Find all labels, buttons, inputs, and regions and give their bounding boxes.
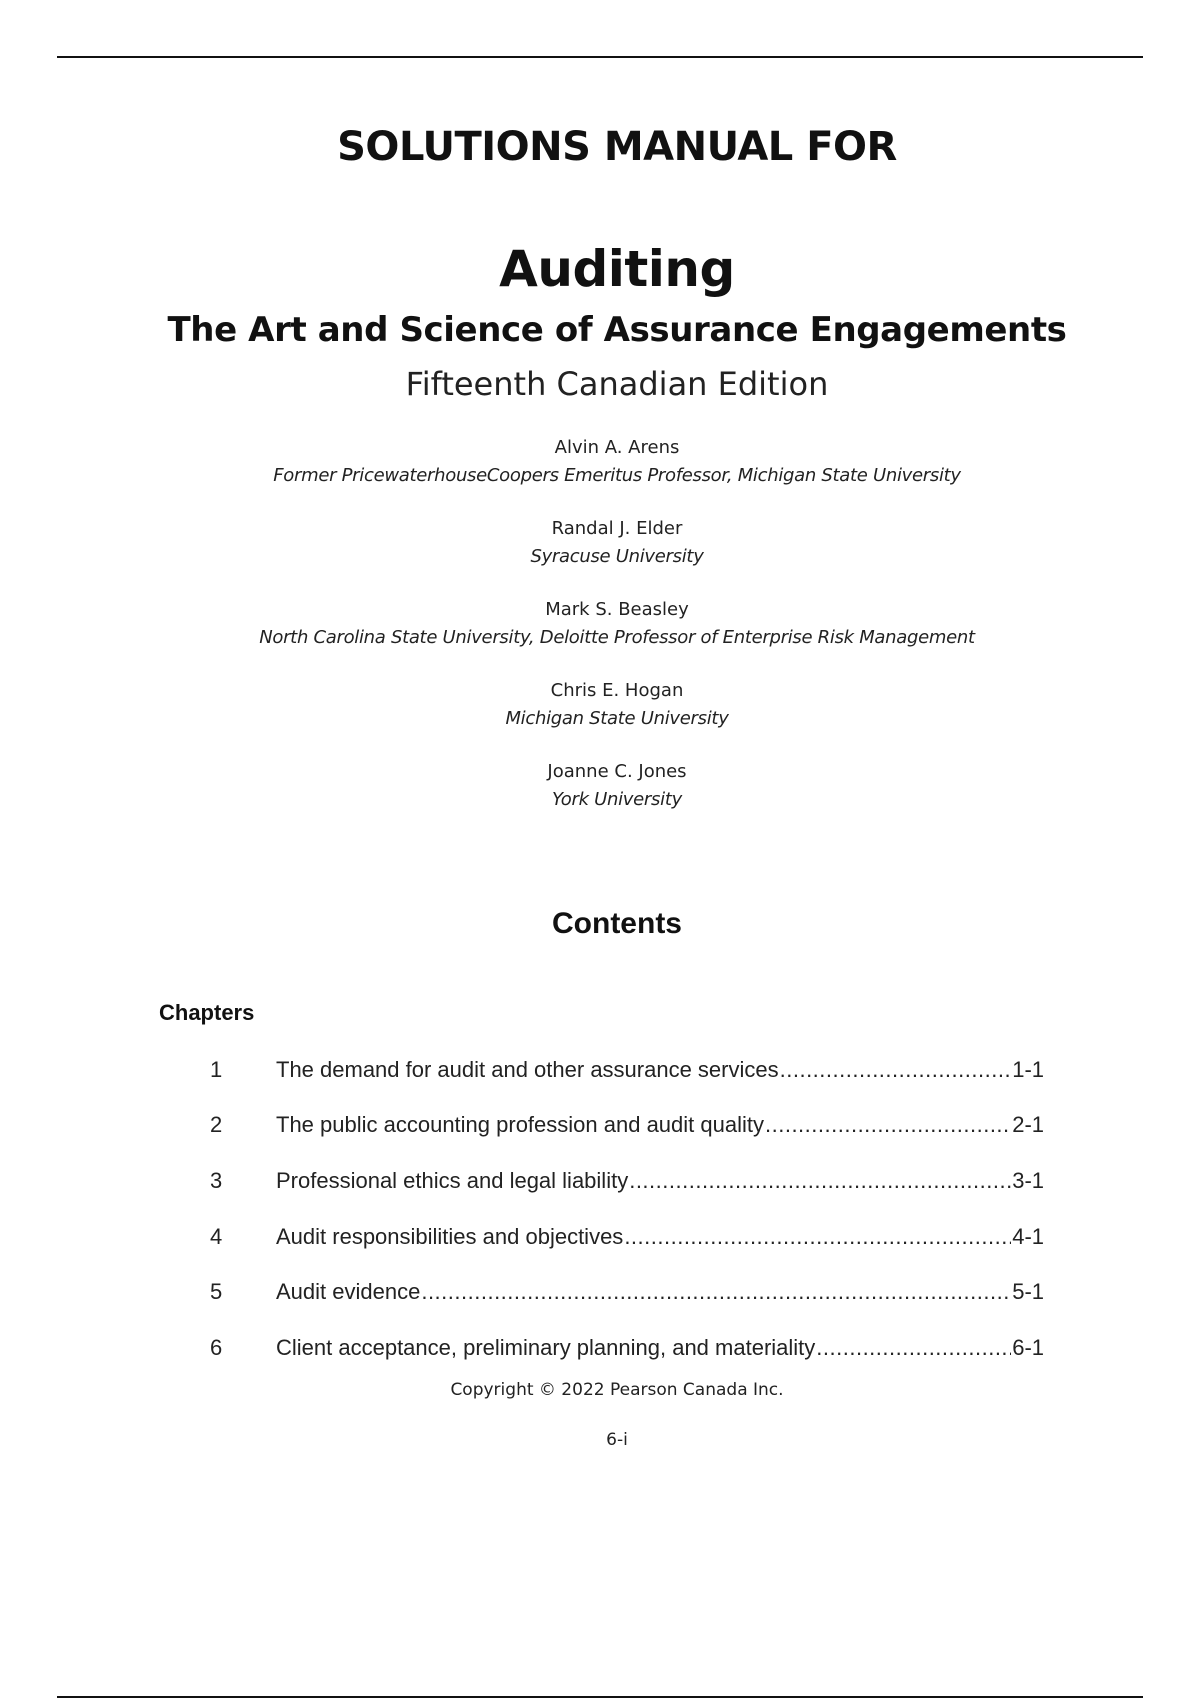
author-name: Joanne C. Jones xyxy=(547,761,687,782)
toc-page-number: 2-1 xyxy=(1012,1112,1044,1137)
bottom-rule xyxy=(57,1696,1143,1698)
author-affiliation: Syracuse University xyxy=(530,546,704,567)
author-name: Randal J. Elder xyxy=(551,518,683,539)
toc-chapter-number: 5 xyxy=(210,1279,223,1304)
toc-chapter-number: 3 xyxy=(210,1168,223,1193)
author-block xyxy=(0,677,1200,733)
toc-entry[interactable] xyxy=(210,1224,1044,1256)
toc-page-number: 5-1 xyxy=(1012,1279,1044,1304)
copyright-notice: Copyright © 2022 Pearson Canada Inc. xyxy=(450,1380,784,1400)
toc-chapter-number: 6 xyxy=(210,1335,223,1360)
toc-dot-leader xyxy=(629,1168,1011,1194)
book-title: Auditing xyxy=(499,240,735,298)
author-name: Chris E. Hogan xyxy=(550,680,684,701)
toc-chapter-title: The public accounting profession and audit quality xyxy=(276,1112,764,1137)
author-block xyxy=(0,758,1200,814)
toc-chapter-title: Audit responsibilities and objectives xyxy=(276,1224,624,1249)
author-name: Mark S. Beasley xyxy=(545,599,689,620)
manual-for-heading: SOLUTIONS MANUAL FOR xyxy=(337,124,897,170)
author-affiliation: Former PricewaterhouseCoopers Emeritus Professor, Michigan State University xyxy=(273,465,961,486)
toc-dot-leader xyxy=(421,1279,1011,1305)
author-block xyxy=(0,596,1200,652)
author-affiliation: York University xyxy=(552,789,682,810)
toc-chapter-title: Professional ethics and legal liability xyxy=(276,1168,629,1193)
toc-entry[interactable] xyxy=(210,1057,1044,1089)
toc-chapter-number: 4 xyxy=(210,1224,223,1249)
toc-chapter-title: The demand for audit and other assurance services xyxy=(276,1057,779,1082)
author-block xyxy=(0,434,1200,490)
author-affiliation: North Carolina State University, Deloitte Professor of Enterprise Risk Management xyxy=(259,627,975,648)
author-affiliation: Michigan State University xyxy=(505,708,729,729)
toc-chapter-title: Audit evidence xyxy=(276,1279,421,1304)
toc-chapter-number: 2 xyxy=(210,1112,223,1137)
toc-chapter-title: Client acceptance, preliminary planning, and materiality xyxy=(276,1335,816,1360)
edition: Fifteenth Canadian Edition xyxy=(405,365,829,403)
top-rule xyxy=(57,56,1143,58)
toc-dot-leader xyxy=(624,1224,1011,1250)
toc-entry[interactable] xyxy=(210,1335,1044,1367)
chapters-label: Chapters xyxy=(159,1000,255,1025)
toc-dot-leader xyxy=(765,1112,1011,1138)
author-block xyxy=(0,515,1200,571)
book-subtitle: The Art and Science of Assurance Engagements xyxy=(167,310,1067,350)
toc-entry[interactable] xyxy=(210,1112,1044,1144)
toc-entry[interactable] xyxy=(210,1168,1044,1200)
toc-page-number: 4-1 xyxy=(1012,1224,1044,1249)
toc-entry[interactable] xyxy=(210,1279,1044,1311)
page-number: 6-i xyxy=(606,1430,628,1450)
toc-dot-leader xyxy=(780,1057,1012,1083)
toc-page-number: 6-1 xyxy=(1012,1335,1044,1360)
toc-page-number: 3-1 xyxy=(1012,1168,1044,1193)
author-name: Alvin A. Arens xyxy=(554,437,680,458)
toc-dot-leader xyxy=(816,1335,1011,1361)
contents-heading: Contents xyxy=(552,907,682,940)
toc-page-number: 1-1 xyxy=(1012,1057,1044,1082)
toc-chapter-number: 1 xyxy=(210,1057,223,1082)
